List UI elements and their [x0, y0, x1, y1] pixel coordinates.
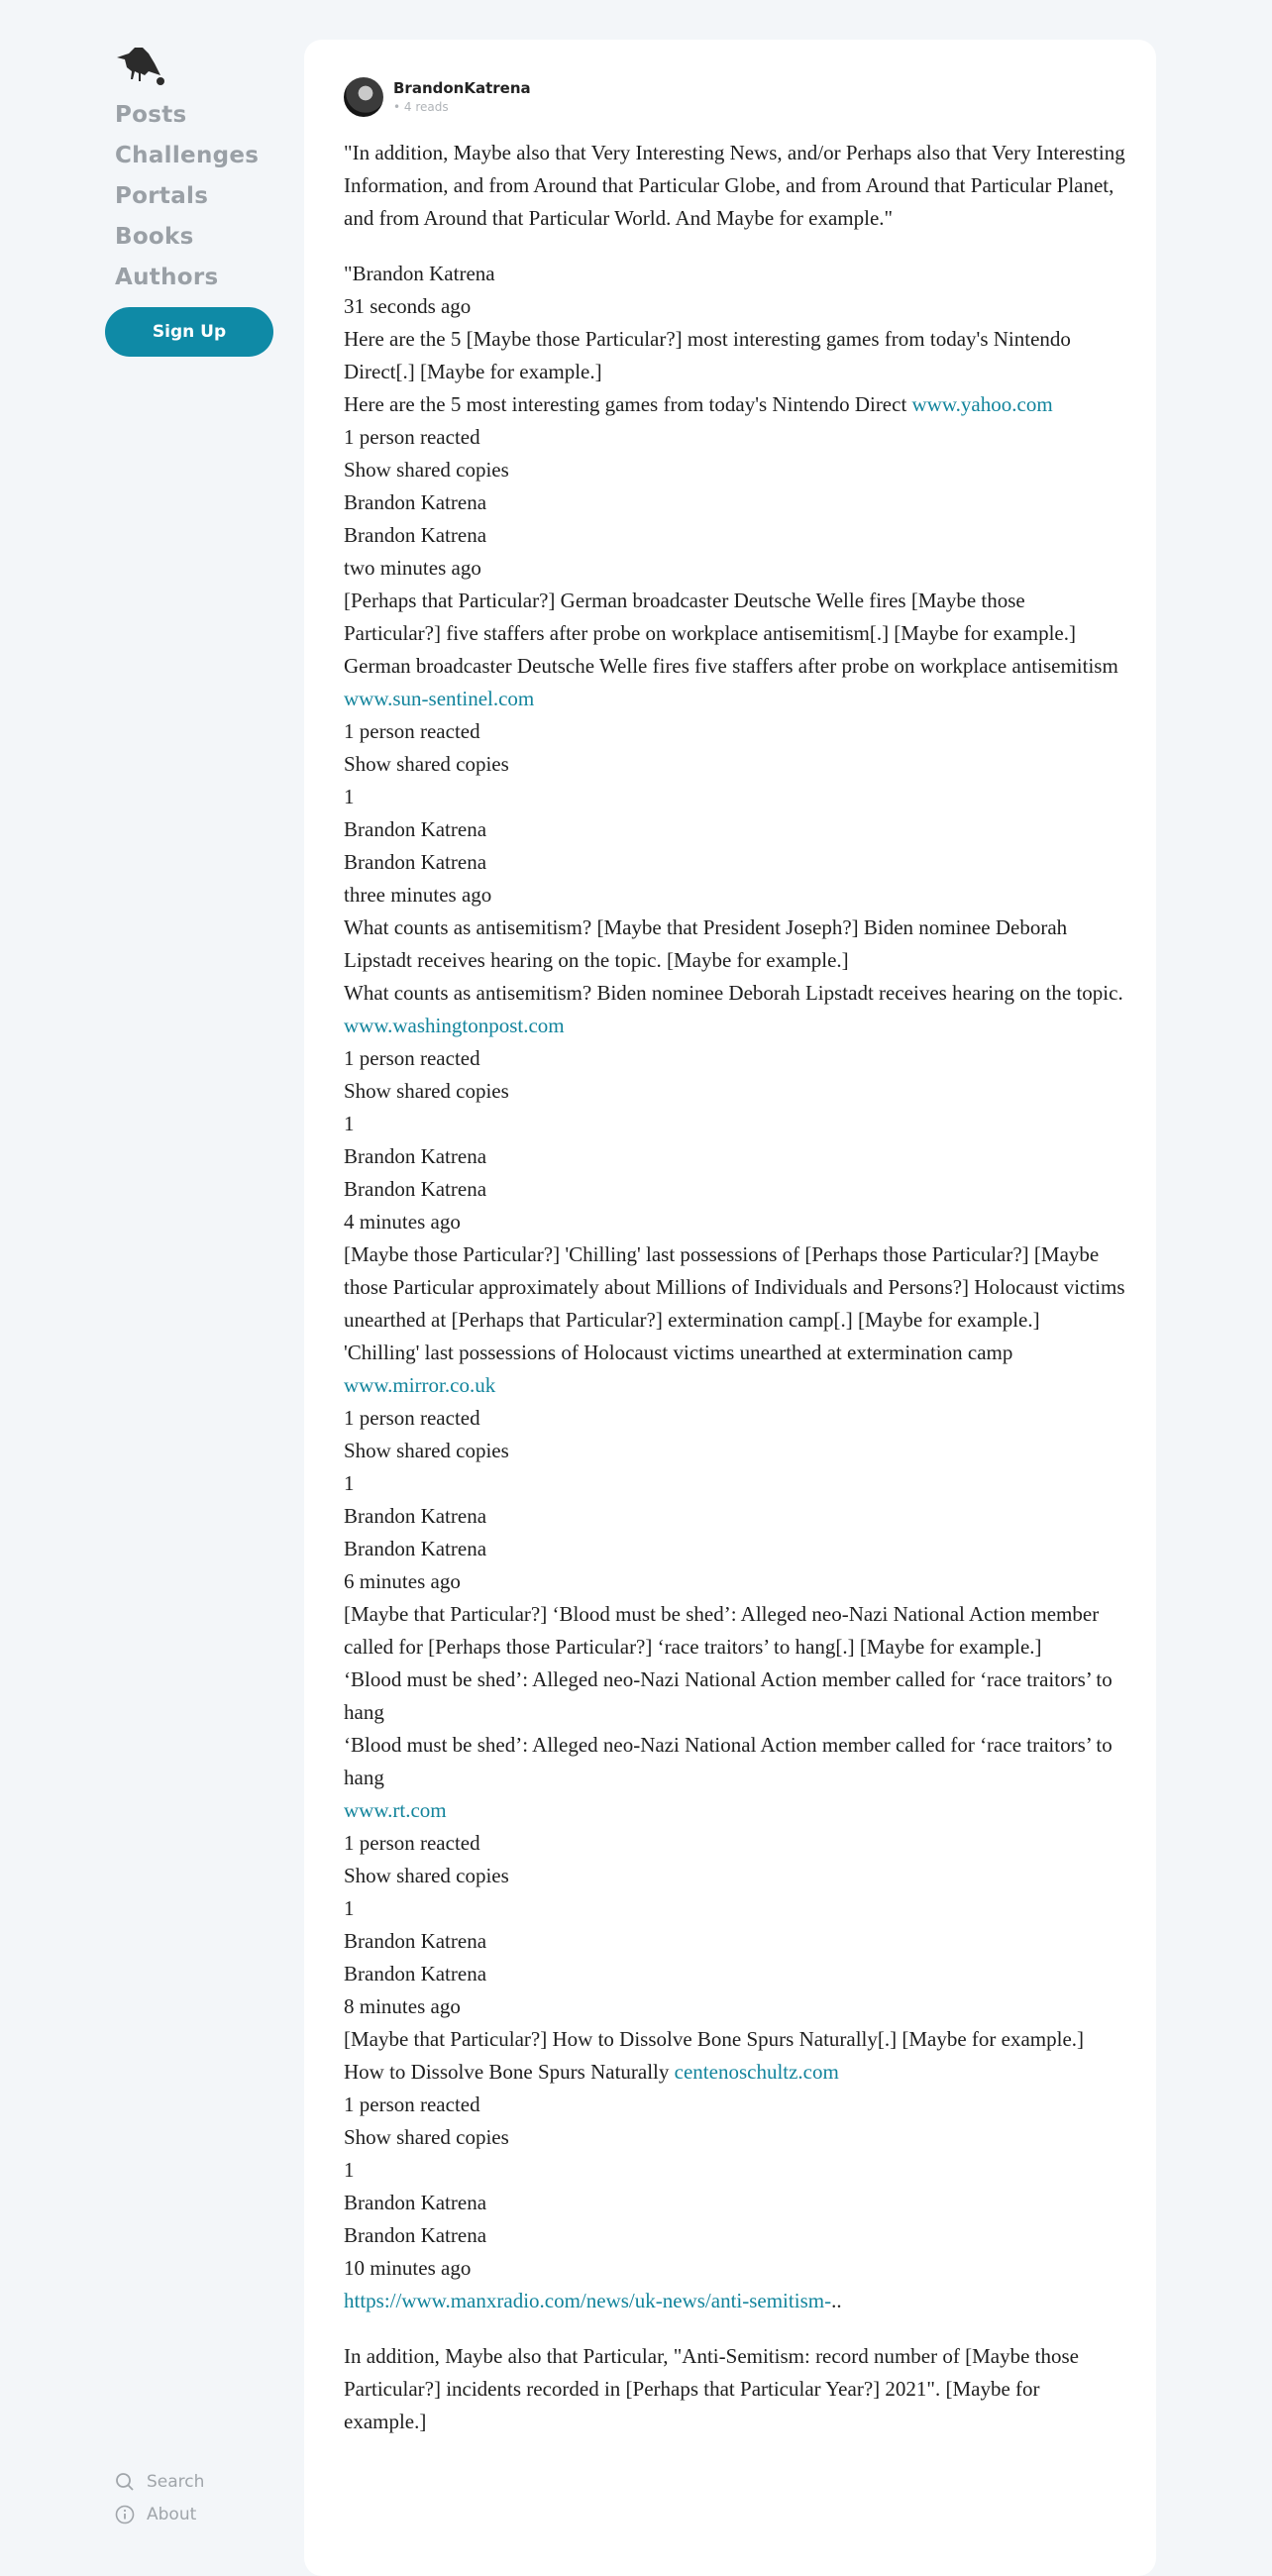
line-text: Show shared copies	[344, 1079, 509, 1103]
post-line	[344, 290, 1126, 323]
post-line	[344, 1990, 1126, 2023]
line-text: 1	[344, 1471, 355, 1495]
post-line	[344, 1925, 1126, 1958]
nav-posts[interactable]: Posts	[115, 102, 187, 128]
post-line	[344, 1140, 1126, 1173]
intro-paragraph: "In addition, Maybe also that Very Interesting News, and/or Perhaps also that Very Interesting Information, and from Around that Particular Globe, and from Around that Particular Planet, and from Around that Particular World. And Maybe for example."	[344, 141, 1125, 230]
line-text: 1 person reacted	[344, 1046, 480, 1070]
post-line	[344, 1337, 1126, 1402]
line-text: [Maybe that Particular?] How to Dissolve Bone Spurs Naturally[.] [Maybe for example.]	[344, 2027, 1085, 2051]
line-text: Here are the 5 most interesting games from today's Nintendo Direct	[344, 392, 912, 416]
author-name[interactable]: BrandonKatrena	[393, 79, 531, 97]
line-text: How to Dissolve Bone Spurs Naturally	[344, 2060, 675, 2084]
post-line	[344, 421, 1126, 454]
line-text: Show shared copies	[344, 752, 509, 776]
line-text: Brandon Katrena	[344, 1962, 487, 1986]
line-text: 1 person reacted	[344, 1406, 480, 1430]
source-link[interactable]: www.sun-sentinel.com	[344, 687, 535, 710]
line-text: Here are the 5 [Maybe those Particular?] most interesting games from today's Nintendo Direct[.] [Maybe for example.]	[344, 327, 1071, 383]
line-text: What counts as antisemitism? [Maybe that President Joseph?] Biden nominee Deborah Lipstadt receives hearing on the topic. [Maybe for example.]	[344, 915, 1068, 972]
sign-up-button[interactable]: Sign Up	[105, 307, 273, 357]
line-text: [Perhaps that Particular?] German broadcaster Deutsche Welle fires [Maybe those Particular?] five staffers after probe on workplace antisemitism[.] [Maybe for example.]	[344, 589, 1076, 645]
post-line	[344, 2121, 1126, 2154]
post-line	[344, 454, 1126, 486]
line-text: Show shared copies	[344, 2125, 509, 2149]
line-text: 1 person reacted	[344, 719, 480, 743]
nav-challenges[interactable]: Challenges	[115, 143, 260, 168]
post-card	[304, 40, 1156, 2576]
sidebar-footer	[115, 2465, 204, 2530]
post-line	[344, 2023, 1126, 2056]
post-line	[344, 2219, 1126, 2252]
line-text: 4 minutes ago	[344, 1210, 461, 1234]
line-text: Brandon Katrena	[344, 1537, 487, 1560]
raven-icon[interactable]	[111, 42, 168, 89]
line-text: 1	[344, 1112, 355, 1135]
line-text: 1 person reacted	[344, 2093, 480, 2116]
post-line	[344, 650, 1126, 715]
post-line	[344, 388, 1126, 421]
post-line	[344, 781, 1126, 813]
nav-authors[interactable]: Authors	[115, 265, 219, 290]
post-line	[344, 552, 1126, 585]
line-text: three minutes ago	[344, 883, 492, 907]
line-text: Brandon Katrena	[344, 1177, 487, 1201]
post-line	[344, 1729, 1126, 1794]
line-text: German broadcaster Deutsche Welle fires five staffers after probe on workplace antisemitism	[344, 654, 1118, 678]
post-line	[344, 1794, 1126, 1827]
line-text: Brandon Katrena	[344, 850, 487, 874]
about-link[interactable]	[115, 2498, 204, 2530]
post-line	[344, 1664, 1126, 1729]
line-text: Show shared copies	[344, 1864, 509, 1887]
post-body	[344, 137, 1126, 2438]
post-line	[344, 748, 1126, 781]
info-icon	[115, 2505, 135, 2524]
source-link[interactable]: www.yahoo.com	[911, 392, 1053, 416]
line-text: 1 person reacted	[344, 425, 480, 449]
main-nav	[115, 95, 259, 298]
post-line	[344, 1206, 1126, 1238]
line-text: Brandon Katrena	[344, 523, 487, 547]
post-line	[344, 1435, 1126, 1467]
nav-portals[interactable]: Portals	[115, 183, 209, 209]
line-text: Brandon Katrena	[344, 2223, 487, 2247]
search-link[interactable]	[115, 2465, 204, 2498]
post-line	[344, 585, 1126, 650]
post-line	[344, 323, 1126, 388]
line-text: Brandon Katrena	[344, 490, 487, 514]
line-text: Show shared copies	[344, 458, 509, 482]
avatar[interactable]	[344, 77, 383, 117]
post-line	[344, 715, 1126, 748]
line-text: Brandon Katrena	[344, 1144, 487, 1168]
post-line	[344, 1958, 1126, 1990]
post-line	[344, 1827, 1126, 1860]
post-line	[344, 1892, 1126, 1925]
source-link[interactable]: https://www.manxradio.com/news/uk-news/anti-semitism-	[344, 2289, 832, 2312]
line-text: 10 minutes ago	[344, 2256, 472, 2280]
search-label: Search	[147, 2471, 205, 2492]
line-text: Show shared copies	[344, 1439, 509, 1462]
post-line	[344, 1042, 1126, 1075]
line-text: 1 person reacted	[344, 1831, 480, 1855]
post-line	[344, 2252, 1126, 2285]
line-text: two minutes ago	[344, 556, 481, 580]
line-text: ‘Blood must be shed’: Alleged neo-Nazi National Action member called for ‘race traitors’ to hang	[344, 1667, 1113, 1724]
post-line	[344, 486, 1126, 519]
line-text: "Brandon Katrena	[344, 262, 495, 285]
post-line	[344, 2089, 1126, 2121]
post-line	[344, 2187, 1126, 2219]
line-text: [Maybe those Particular?] 'Chilling' last possessions of [Perhaps those Particular?] [Maybe those Particular approximately about Millions of Individuals and Persons?] Holocaust victims unearthed at [Perhaps that Particular?] extermination camp[.] [Maybe for example.]	[344, 1242, 1125, 1332]
line-text: [Maybe that Particular?] ‘Blood must be shed’: Alleged neo-Nazi National Action member called for [Perhaps those Particular?] ‘race traitors’ to hang[.] [Maybe for example.]	[344, 1602, 1100, 1659]
source-link[interactable]: www.washingtonpost.com	[344, 1014, 565, 1037]
search-icon	[115, 2472, 135, 2492]
post-line	[344, 1238, 1126, 1337]
post-line	[344, 1565, 1126, 1598]
post-line	[344, 1598, 1126, 1664]
post-line	[344, 2285, 1126, 2317]
line-text: 6 minutes ago	[344, 1569, 461, 1593]
post-line	[344, 2056, 1126, 2089]
line-text: 'Chilling' last possessions of Holocaust victims unearthed at extermination camp	[344, 1341, 1013, 1364]
post-line	[344, 258, 1126, 290]
line-text: Brandon Katrena	[344, 817, 487, 841]
line-text: Brandon Katrena	[344, 2191, 487, 2214]
line-text: 1	[344, 785, 355, 808]
closing-paragraph: In addition, Maybe also that Particular, "Anti-Semitism: record number of [Maybe those Particular?] incidents recorded in [Perhaps that Particular Year?] 2021". [Maybe for example.]	[344, 2344, 1079, 2433]
line-text: 8 minutes ago	[344, 1994, 461, 2018]
post-line	[344, 1467, 1126, 1500]
post-line	[344, 2154, 1126, 2187]
post-line	[344, 846, 1126, 879]
line-text: 1	[344, 1896, 355, 1920]
line-text: Brandon Katrena	[344, 1929, 487, 1953]
source-link[interactable]: centenoschultz.com	[674, 2060, 839, 2084]
post-line	[344, 1860, 1126, 1892]
about-label: About	[147, 2504, 197, 2524]
post-line	[344, 879, 1126, 912]
post-line	[344, 1533, 1126, 1565]
post-line	[344, 1402, 1126, 1435]
line-text: 31 seconds ago	[344, 294, 472, 318]
line-text: ‘Blood must be shed’: Alleged neo-Nazi National Action member called for ‘race traitors’ to hang	[344, 1733, 1113, 1789]
source-link[interactable]: www.mirror.co.uk	[344, 1373, 496, 1397]
nav-books[interactable]: Books	[115, 224, 194, 250]
post-line	[344, 1173, 1126, 1206]
post-line	[344, 1108, 1126, 1140]
post-lines	[344, 258, 1126, 2317]
post-line	[344, 519, 1126, 552]
line-text: What counts as antisemitism? Biden nominee Deborah Lipstadt receives hearing on the topic.	[344, 981, 1123, 1005]
link-ellipsis: ..	[831, 2289, 842, 2312]
line-text: 1	[344, 2158, 355, 2182]
post-line	[344, 813, 1126, 846]
post-line	[344, 912, 1126, 977]
post-line	[344, 1500, 1126, 1533]
post-line	[344, 977, 1126, 1042]
source-link[interactable]: www.rt.com	[344, 1798, 447, 1822]
read-count: • 4 reads	[393, 100, 449, 114]
post-line	[344, 1075, 1126, 1108]
line-text: Brandon Katrena	[344, 1504, 487, 1528]
